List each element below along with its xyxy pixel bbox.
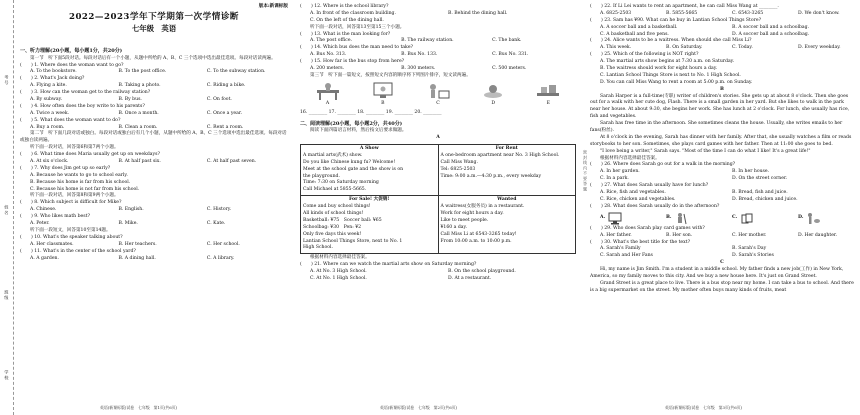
walking-dog-picture bbox=[805, 212, 821, 225]
section-2-heading: 二、阅读理解(20小题，每小题2分，共40分) bbox=[300, 120, 403, 127]
picture-d: D bbox=[478, 81, 508, 108]
dialog-4-instruction: 听下面一段对话，回答第13至第15三个小题。 bbox=[310, 24, 405, 30]
computer-picture bbox=[607, 212, 623, 225]
part-1-intro: 第一节 听下面5段对话。每段对话后有一个小题，从题中所给的 A、B、C 三个选项中选出最佳选项。每段对话读两遍。 bbox=[30, 55, 276, 61]
edition-label: 版本:新课标版 bbox=[258, 4, 288, 9]
class-label: 班级 bbox=[4, 290, 10, 301]
question-3: ( ) 3. How can the woman get to the railway station? A. By subway. B. By bus. C. On foot. bbox=[20, 90, 232, 103]
cleaning-picture bbox=[673, 212, 689, 225]
ad-for-sale: For Sale! 大促销! Come and buy school things! All kinds of school things! Basketball: ¥75 Soccer ball: ¥65 Schoolbag: ¥30 Pen: ¥2 Only five days this week! Lantian School Things Store, next to No. 1 High School. bbox=[301, 196, 439, 254]
passage-b-question-intro: 根据材料内容选择最佳答案。 bbox=[600, 155, 660, 161]
exam-title: 2022—2023学年下学期第一次学情诊断 bbox=[68, 11, 240, 22]
passage-c-para-2: Grand Street is a great place to live. There is a bus stop near my home. I can take a bus to school. And there is a big supermarket on the street. My mother often buys many kinds of fruits, meat bbox=[590, 280, 854, 293]
picture-e: E bbox=[533, 81, 563, 108]
reading-intro: 阅读下面四篇语言材料，然后按文后要求做题。 bbox=[310, 128, 407, 134]
question-26: ( ) 26. Where does Sarah go out for a walk in the morning? A. In her garden. B. In her house. C. In a park. D. On the street corner. bbox=[590, 162, 788, 182]
question-5: ( ) 5. What does the woman want to do? A. Buy a room. B. Clean a room. C. Rent a room. bbox=[20, 117, 244, 130]
picture-c: C bbox=[423, 81, 453, 108]
reading-question-intro: 根据材料内容选择最佳答案。 bbox=[310, 255, 370, 261]
ad-wanted: Wanted A waitress(女服务员) in a restaurant. Work for eight hours a day. Like to meet people. ¥160 a day. Call Miss Li at 6543-3265 today! From 10:00 a.m. to 10:00 p.m. bbox=[438, 196, 576, 254]
footer-page-3: 英语(新课标版)试卷 七年级 第3页(共6页) bbox=[665, 405, 743, 410]
page-1 bbox=[20, 4, 288, 262]
passage-b-para-3: At 8 o'clock in the evening, Sarah has dinner with her family. After that, she usually watches a film or reads storybooks to her son. Sometimes, she plays card games with her father. Then at 11:00 she goes to bed. bbox=[590, 134, 852, 147]
question-8: ( ) 8. Which subject is difficult for Mike? A. Chinese. B. English. C. History. bbox=[20, 200, 232, 213]
question-22: ( ) 22. If Li Lei wants to rent an apartment, he can call Miss Wang at ________. A. 6825-2503 B. 5855-5665 C. 6543-3265 D. We don't know. bbox=[590, 4, 840, 16]
passage-b-para-2: Sarah has free time in the afternoon. She sometimes cleans the house. Usually, she writes emails to her fans(粉丝). bbox=[590, 121, 843, 134]
question-4: ( ) 4. How often does the boy write to his parents? A. Twice a week. B. Once a month. C. Once a year. bbox=[20, 103, 243, 116]
dialog-3-instruction: 听下面一段短文，回答第10至第14题。 bbox=[30, 227, 111, 233]
exam-no-label: 考号 bbox=[4, 75, 10, 86]
question-25: ( ) 25. Which of the following is NOT right? A. The martial arts show begins at 7:30 a.m. on Saturday. B. The waitress should work for eight hours a day. C. Lantian School Things Store is next to No. 1 High School. D. You can call Miss Wang to rent a room at 5:00 p.m. on Sunday. bbox=[590, 52, 753, 85]
question-11: ( ) 11. What's in the center of the school yard? A. A garden. B. A dining hall. C. A library. bbox=[20, 248, 235, 261]
dialog-2-instruction: 听下面一段对话，回答第8和第9两个小题。 bbox=[30, 193, 119, 199]
card-games-picture bbox=[739, 212, 755, 225]
passage-a-label: A bbox=[436, 135, 440, 141]
question-30: ( ) 30. What's the best title for the text? A. Sarah's Family B. Sarah's Day C. Sarah and Her Fans D. Sarah's Stories bbox=[590, 239, 774, 259]
ads-table bbox=[300, 144, 576, 254]
section-1-heading: 一、听力理解(20小题，每小题1分，共20分) bbox=[20, 48, 123, 55]
question-10: ( ) 10. What's the speaker talking about? A. Her classmates. B. Her teachers. C. Her school. bbox=[20, 234, 240, 247]
question-23: ( ) 23. Sam has ¥90. What can he buy in Lantian School Things Store? A. A soccer ball and a basketball. B. A soccer ball and a schoolbag. C. A basketball and five pens. D. A soccer ball and a schoolbag. bbox=[590, 17, 810, 37]
page-3 bbox=[590, 4, 854, 295]
question-24: ( ) 24. Alice wants to be a waitress. When should she call Miss Li? A. This week. B. On Saturday. C. Today. D. Every weekday. bbox=[590, 38, 841, 51]
question-9: ( ) 9. Who likes math best? A. Peter. B. Mike. C. Kate. bbox=[20, 214, 226, 227]
question-27: ( ) 27. What does Sarah usually have for lunch? A. Rice, fish and vegetables. B. Bread, fish and juice. C. Rice, chicken and vegetables. D. Bread, chicken and juice. bbox=[590, 183, 798, 202]
passage-b-label: B bbox=[720, 86, 724, 92]
part-2-intro: 第二节 听下面几段对话或独白。每段对话或独白后有几个小题，从题中所给的 A、B、C 三个选项中选出最佳选项。每段对话或独白读两遍。 bbox=[20, 131, 287, 144]
question-12: ( ) 12. Where is the school library? A. In front of the classroom building. B. Behind the dining hall. C. On the left of the dining hall. bbox=[300, 4, 508, 23]
picture-b: B bbox=[368, 81, 398, 108]
ad-show: A Show A martial arts(武术) show. Do you like Chinese kung fu? Welcome! Meet at the school gate and the show is on the playground. Time: 7:30 on Saturday morning Call Michael at 5855-5665. bbox=[301, 144, 439, 195]
question-6: ( ) 6. What time does Maria usually get up on weekdays? A. At six o'clock. B. At half past six. C. At half past seven. bbox=[20, 152, 257, 165]
question-1: ( ) 1. Where does the woman want to go? A. To the bookstore. B. To the post office. C. To the subway station. bbox=[20, 62, 266, 75]
name-label: 姓名 bbox=[4, 205, 10, 216]
question-29: ( ) 29. Who does Sarah play card games with? A. Her father. B. Her son. C. Her mother. D. Her daughter. bbox=[590, 225, 838, 238]
answer-blanks-16-20[interactable]: 16. ________ 17. ________ 18. ________ 19. ________ 20. ________ bbox=[300, 109, 442, 115]
footer-page-2: 英语(新课标版)试卷 七年级 第2页(共6页) bbox=[380, 405, 458, 410]
question-14: ( ) 14. Which bus does the man need to take? A. Bus No. 313. B. Bus No. 133. C. Bus No. 331. bbox=[300, 45, 529, 58]
passage-c-label: C bbox=[720, 260, 724, 266]
question-21: ( ) 21. Where can we watch the martial arts show on Saturday morning? A. At No. 3 High School. B. On the school playground. C. At No. 1 High School. D. At a restaurant. bbox=[300, 262, 516, 281]
seal-note: 密 封 线 内 不 要 答 题 bbox=[583, 150, 588, 191]
passage-c-para-1: Hi, my name is Jim Smith. I'm a student in a middle school. My father finds a new job(工作) in New York, America, so my family moves to this city. And we buy a new house here. It's just on Grand Street. bbox=[590, 267, 844, 279]
passage-b-para-1: Sarah Harper is a full-time(专职) writer of children's stories. She gets up at about 8 o'clock. Then she goes out for a walk with her cute dog, Flash. There is a small garden in her yard. But she likes to walk in the park near her house. At about 9:30, she begins her work. She has lunch at 2 o'clock. For lunch, she usually has rice, fish and vegetables. bbox=[590, 93, 850, 120]
listening-pictures bbox=[300, 82, 576, 108]
page-2 bbox=[300, 4, 576, 283]
question-7: ( ) 7. Why does Jim get up so early? A. Because he wants to go to school early. B. Because his home is far from his school. C. Because his home is not far from his school. bbox=[20, 165, 140, 192]
part-3-intro: 第三节 听下面一篇短文，按照短文内容的顺序将下列图片排序，短文读两遍。 bbox=[310, 72, 471, 78]
question-2: ( ) 2. What's Jack doing? A. Flying a kite. B. Taking a photo. C. Riding a bike. bbox=[20, 76, 246, 89]
dialog-1-instruction: 听下面一段对话，回答第6和第7两个小题。 bbox=[30, 145, 119, 151]
binding-strip bbox=[0, 0, 14, 415]
passage-b-para-4: "I love being a writer," Sarah says. "Most of the time I can do what I like! It's a great life!" bbox=[600, 148, 811, 154]
question-28: ( ) 28. What does Sarah usually do in the afternoon? A. B. C. D. bbox=[590, 204, 854, 226]
ad-for-rent: For Rent A one-bedroom apartment near No. 3 High School. Call Miss Wang. Tel: 6825-2503 Time: 9:00 a.m.—4:30 p.m., every weekday bbox=[438, 144, 576, 195]
footer-page-1: 英语(新课标版)试卷 七年级 第1页(共6页) bbox=[100, 405, 178, 410]
picture-a: A bbox=[313, 81, 343, 108]
school-label: 学校 bbox=[4, 370, 10, 381]
question-15: ( ) 15. How far is the bus stop from here? A. 200 meters. B. 300 meters. C. 500 meters. bbox=[300, 59, 527, 72]
question-13: ( ) 13. What is the man looking for? A. The post office. B. The railway station. C. The bank. bbox=[300, 31, 522, 44]
exam-subtitle: 七年级 英语 bbox=[131, 24, 177, 34]
